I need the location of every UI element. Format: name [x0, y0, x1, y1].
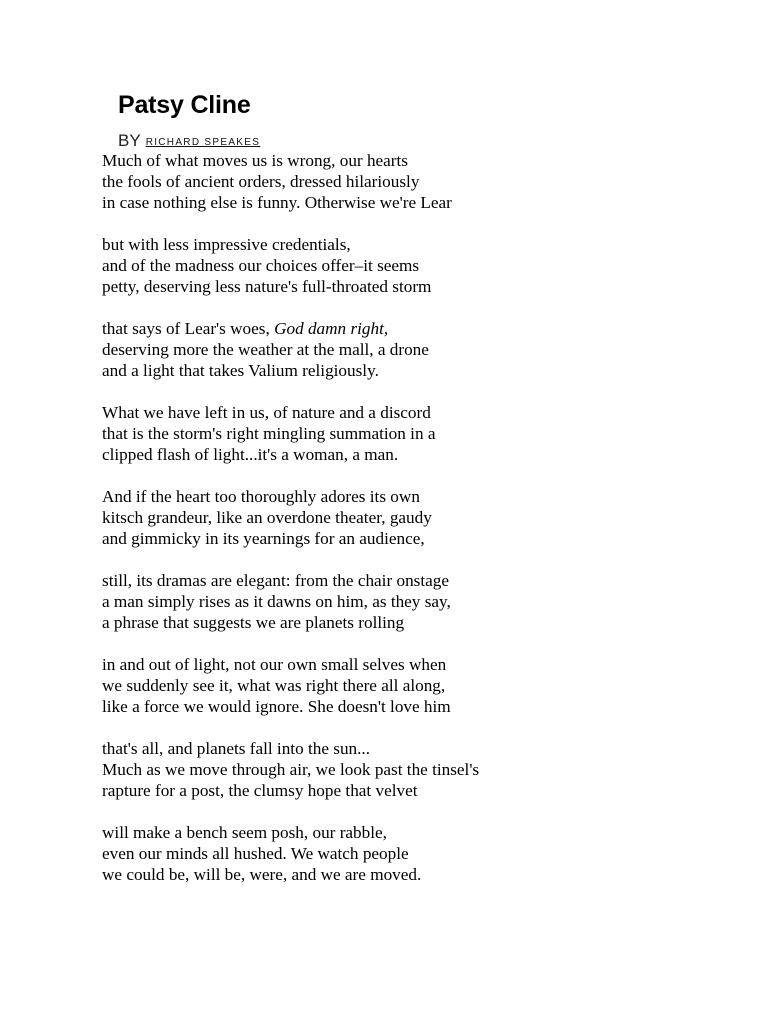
- poem-line-text: the fools of ancient orders, dressed hilariously: [102, 172, 420, 191]
- poem-line: [102, 528, 742, 549]
- poem-line: [102, 864, 742, 885]
- poem-line-text: and of the madness our choices offer–it seems: [102, 256, 420, 275]
- stanza: [102, 486, 742, 549]
- poem-line-text: will make a bench seem posh, our rabble,: [102, 823, 387, 842]
- poem-line: [102, 402, 742, 423]
- poem-line: [102, 570, 742, 591]
- poem-line-text: like a force we would ignore. She doesn't love him: [102, 697, 451, 716]
- stanza: [102, 402, 742, 465]
- poem-line-text: a man simply rises as it dawns on him, as they say,: [102, 592, 451, 611]
- poem-line: [102, 444, 742, 465]
- poem-line: [102, 612, 742, 633]
- poem-line: [102, 423, 742, 444]
- poem-line-text: And if the heart too thoroughly adores its own: [102, 487, 420, 506]
- poem-line: [102, 591, 742, 612]
- stanza: [102, 150, 742, 213]
- poem-line-text: still, its dramas are elegant: from the chair onstage: [102, 571, 449, 590]
- poem-line: [102, 486, 742, 507]
- poem-line: [102, 360, 742, 381]
- poem-line-text: we suddenly see it, what was right there all along,: [102, 676, 446, 695]
- poem-line-text: deserving more the weather at the mall, a drone: [102, 340, 429, 359]
- poem-line-italic: God damn right,: [274, 319, 389, 338]
- poem-line-text: and gimmicky in its yearnings for an audience,: [102, 529, 425, 548]
- poem-line-text: clipped flash of light...it's a woman, a man.: [102, 445, 399, 464]
- poem-line: [102, 759, 742, 780]
- poem-line-text: that is the storm's right mingling summation in a: [102, 424, 436, 443]
- poem-line-text: Much of what moves us is wrong, our hearts: [102, 151, 408, 170]
- poem-line-text: that's all, and planets fall into the sun...: [102, 739, 371, 758]
- poem-line: [102, 843, 742, 864]
- poem-line: [102, 780, 742, 801]
- poem-line: [102, 171, 742, 192]
- stanza: [102, 738, 742, 801]
- poem-line-text: a phrase that suggests we are planets rolling: [102, 613, 405, 632]
- poem-line-text: and a light that takes Valium religiously.: [102, 361, 379, 380]
- poem-line: [102, 318, 742, 339]
- author-name: RICHARD SPEAKES: [145, 137, 261, 148]
- poem-body: [102, 150, 742, 906]
- poem-line: [102, 675, 742, 696]
- stanza: [102, 570, 742, 633]
- poem-line: [102, 339, 742, 360]
- stanza: [102, 318, 742, 381]
- stanza: [102, 234, 742, 297]
- poem-line-text: in case nothing else is funny. Otherwise we're Lear: [102, 193, 452, 212]
- poem-line-text: we could be, will be, were, and we are moved.: [102, 865, 422, 884]
- poem-title: Patsy Cline: [118, 91, 251, 119]
- stanza: [102, 822, 742, 885]
- poem-line: [102, 192, 742, 213]
- poem-line-text: that says of Lear's woes,: [102, 319, 275, 338]
- poem-line: [102, 276, 742, 297]
- byline-by: BY: [118, 131, 141, 150]
- poem-line-text: in and out of light, not our own small selves when: [102, 655, 447, 674]
- poem-line-text: kitsch grandeur, like an overdone theater, gaudy: [102, 508, 432, 527]
- poem-line-text: Much as we move through air, we look past the tinsel's: [102, 760, 480, 779]
- poem-line-text: rapture for a post, the clumsy hope that velvet: [102, 781, 418, 800]
- poem-line-text: What we have left in us, of nature and a discord: [102, 403, 431, 422]
- poem-line-text: even our minds all hushed. We watch people: [102, 844, 409, 863]
- poem-line: [102, 654, 742, 675]
- poem-line: [102, 738, 742, 759]
- poem-line: [102, 696, 742, 717]
- poem-line: [102, 150, 742, 171]
- poem-line: [102, 234, 742, 255]
- poem-line-text: but with less impressive credentials,: [102, 235, 351, 254]
- poem-line-text: petty, deserving less nature's full-throated storm: [102, 277, 432, 296]
- poem-line: [102, 255, 742, 276]
- poem-line: [102, 822, 742, 843]
- stanza: [102, 654, 742, 717]
- poem-line: [102, 507, 742, 528]
